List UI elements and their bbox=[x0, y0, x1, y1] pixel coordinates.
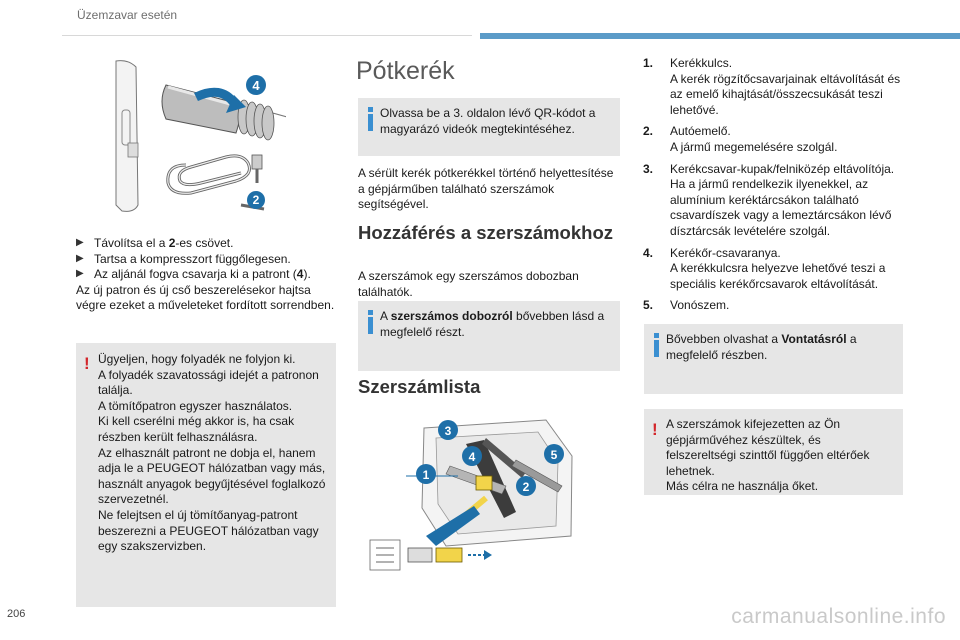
list-item bbox=[643, 124, 905, 155]
warning-icon: ! bbox=[84, 354, 90, 373]
header-accent-bar bbox=[480, 33, 960, 39]
bullet-arrow-icon: ▶ bbox=[76, 252, 84, 264]
warning-box bbox=[76, 343, 336, 607]
header-rule bbox=[62, 35, 472, 36]
item-number: 1. bbox=[643, 56, 654, 70]
intro-paragraph: A sérült kerék pótkerékkel történő helyettesítése a gépjárműben található szerszámok segítségével. bbox=[358, 166, 614, 212]
list-item bbox=[643, 246, 905, 293]
page-title: Pótkerék bbox=[356, 57, 455, 85]
running-header: Üzemzavar esetén bbox=[77, 8, 178, 22]
callout-5: 5 bbox=[550, 448, 558, 462]
item-number: 4. bbox=[643, 245, 654, 260]
tool-list bbox=[643, 56, 905, 320]
access-heading: Hozzáférés a szerszámokhoz bbox=[358, 222, 613, 243]
item-text: Kerékkulcs. A kerék rögzítőcsavarjainak eltávolítását és az emelő kihajtását/összecsukását teszi lehetővé. bbox=[670, 56, 901, 117]
warning-icon: ! bbox=[652, 420, 658, 439]
list-item bbox=[643, 162, 905, 240]
step-item bbox=[76, 236, 338, 252]
step-text: Tartsa a kompresszort függőlegesen. bbox=[94, 251, 291, 266]
info-icon bbox=[653, 333, 660, 357]
info-text: Bővebben olvashat a Vontatásról a megfelelő részben. bbox=[666, 332, 857, 362]
info-icon bbox=[367, 107, 374, 131]
instruction-steps bbox=[76, 236, 338, 314]
item-number: 5. bbox=[643, 298, 654, 313]
watermark: carmanualsonline.info bbox=[731, 604, 946, 628]
callout-4: 4 bbox=[252, 78, 260, 93]
sealant-cartridge-illustration bbox=[76, 55, 286, 235]
step-text: Az aljánál fogva csavarja ki a patront (4). bbox=[94, 267, 311, 282]
info-text: A szerszámos dobozról bővebben lásd a megfelelő részt. bbox=[380, 309, 605, 339]
list-item bbox=[643, 298, 905, 314]
step-item bbox=[76, 252, 338, 268]
bullet-arrow-icon: ▶ bbox=[76, 268, 84, 280]
item-number: 3. bbox=[643, 161, 654, 176]
callout-3: 3 bbox=[444, 424, 452, 438]
page-number: 206 bbox=[7, 608, 26, 620]
list-item bbox=[643, 56, 905, 118]
reassembly-paragraph: Az új patron és új cső beszerelésekor hajtsa végre ezeket a műveleteket fordított sorrendben. bbox=[76, 282, 335, 313]
step-text: Távolítsa el a 2-es csövet. bbox=[94, 236, 234, 250]
info-text: Olvassa be a 3. oldalon lévő QR-kódot a magyarázó videók megtekintéséhez. bbox=[380, 106, 596, 136]
item-text: Vonószem. bbox=[670, 298, 730, 313]
item-text: Kerékcsavar-kupak/felniközép eltávolítója. Ha a jármű rendelkezik ilyenekkel, az alumínium keréktárcsákon található csavardíszek vagy a lemeztárcsákon lévő dísztárcsák levételére szolgál. bbox=[670, 161, 895, 238]
callout-2: 2 bbox=[522, 480, 530, 494]
warning-box bbox=[644, 409, 903, 495]
info-box bbox=[644, 324, 903, 394]
callout-4: 4 bbox=[468, 450, 476, 464]
tools-location-paragraph: A szerszámok egy szerszámos dobozban találhatók. bbox=[358, 269, 579, 299]
item-text: Kerékőr-csavaranya. A kerékkulcsra helyezve lehetővé teszi a speciális kerékőrcsavarok eltávolítását. bbox=[670, 245, 886, 291]
warning-text: A szerszámok kifejezetten az Ön gépjárművéhez készültek, és felszereltségi szinttől függően eltérőek lehetnek. Más célra ne használja őket. bbox=[666, 417, 870, 494]
info-icon bbox=[367, 310, 374, 334]
item-text: Autóemelő. A jármű megemelésére szolgál. bbox=[670, 124, 838, 154]
tool-list-heading: Szerszámlista bbox=[358, 376, 481, 397]
callout-1: 1 bbox=[422, 468, 430, 482]
info-box bbox=[358, 98, 620, 156]
callout-2: 2 bbox=[252, 193, 260, 207]
info-box bbox=[358, 301, 620, 371]
bullet-arrow-icon: ▶ bbox=[76, 237, 84, 248]
item-number: 2. bbox=[643, 124, 654, 139]
warning-text: Ügyeljen, hogy folyadék ne folyjon ki. A folyadék szavatossági idejét a patronon találja. A tömítőpatron egyszer használatos. Ki kell cserélni még akkor is, ha csak részben került felhasználásra. Az elhasznált patront ne dobja el, hanem adja le a PEUGEOT hálózatban vagy más, használt anyagok begyűjtésével foglalkozó szervezetnél. Ne felejtsen el új tömítőanyag-patront beszerezni a PEUGEOT hálózatban vagy egy szakszervizben. bbox=[98, 352, 326, 554]
step-item bbox=[76, 267, 338, 283]
tool-box-illustration bbox=[366, 416, 574, 588]
